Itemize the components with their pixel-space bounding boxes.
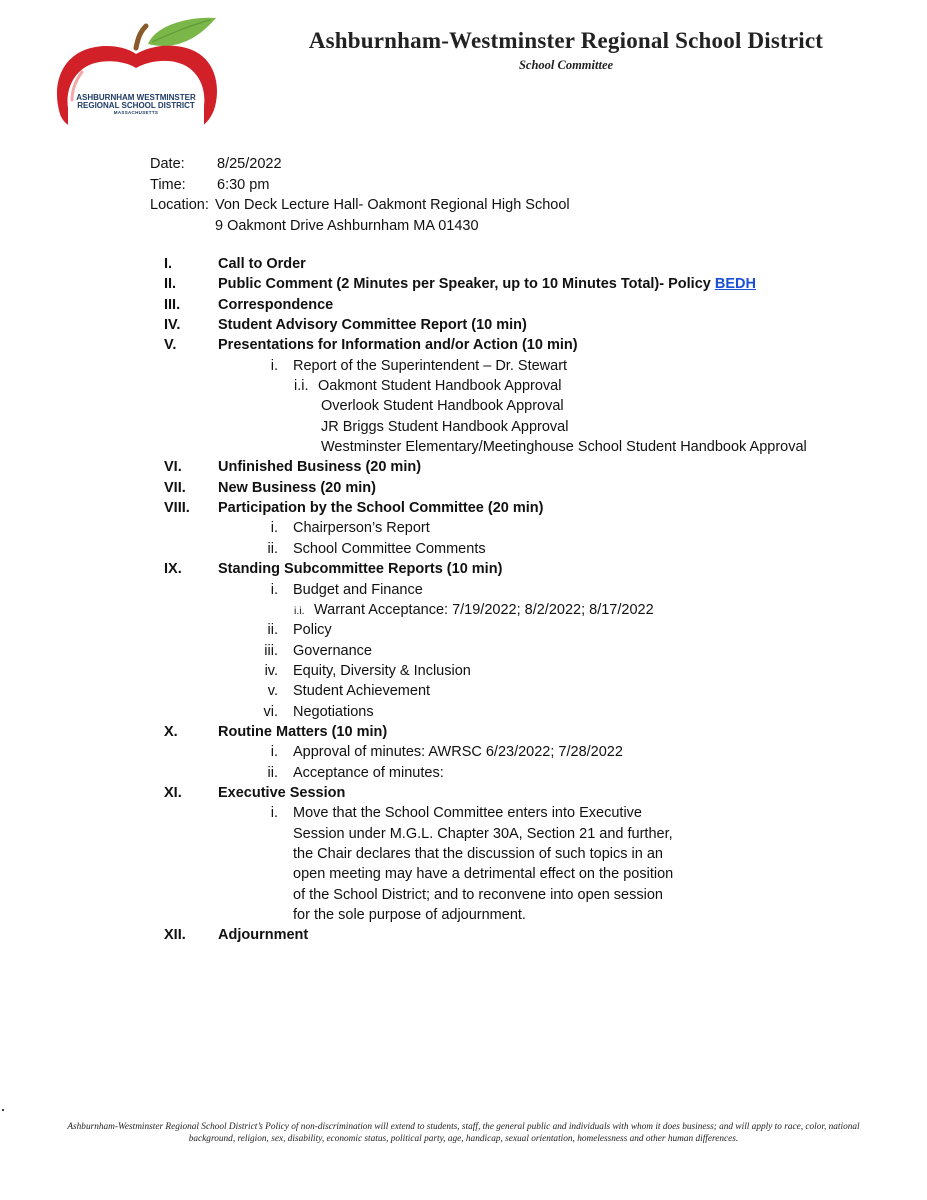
- agenda-subitem: [0, 358, 927, 378]
- agenda-subitem: [0, 541, 927, 561]
- logo-text: [72, 94, 200, 116]
- item-number: I.: [164, 256, 173, 272]
- agenda-subsubitem: [0, 378, 927, 398]
- agenda-item: [0, 276, 927, 296]
- item-number: VIII.: [164, 500, 190, 517]
- agenda-item: [0, 927, 927, 947]
- subitem-text: Negotiations: [293, 703, 374, 720]
- agenda-subitem: [0, 704, 927, 724]
- agenda-item: [0, 459, 927, 479]
- subsubitem-text: Oakmont Student Handbook Approval: [318, 378, 562, 395]
- item-number: VII.: [164, 479, 186, 496]
- motion-text-line: for the sole purpose of adjournment.: [293, 907, 526, 923]
- handbook-item: Westminster Elementary/Meetinghouse School Student Handbook Approval: [321, 439, 807, 456]
- agenda-item: [0, 500, 927, 520]
- time-label: Time:: [150, 176, 186, 193]
- item-number: IV.: [164, 317, 181, 334]
- agenda-subitem-continuation: [0, 907, 927, 927]
- location-label: Location:: [150, 197, 209, 213]
- motion-text-line: of the School District; and to reconvene into open session: [293, 886, 663, 903]
- item-title: Correspondence: [218, 296, 334, 313]
- agenda-item: [0, 724, 927, 744]
- subitem-text: Governance: [293, 642, 372, 659]
- subitem-number: ii.: [267, 764, 278, 781]
- subitem-number: i.: [270, 581, 278, 598]
- date-label: Date:: [150, 156, 185, 172]
- motion-text-line: the Chair declares that the discussion of such topics in an: [293, 845, 663, 862]
- subitem-number: i.: [270, 744, 278, 761]
- subitem-text: Approval of minutes: AWRSC 6/23/2022; 7/28/2022: [293, 744, 623, 761]
- nondiscrimination-footer: [0, 1121, 927, 1145]
- agenda-item: [0, 337, 927, 357]
- page-mark: [2, 1109, 4, 1111]
- subitem-number: iii.: [264, 642, 278, 659]
- item-title: Participation by the School Committee (20 min): [218, 500, 544, 517]
- subitem-number: i.: [270, 520, 278, 537]
- subsubitem-number: i.i.: [294, 378, 309, 395]
- agenda-subitem-continuation: [0, 887, 927, 907]
- agenda-list: [0, 256, 927, 948]
- item-number: V.: [164, 337, 177, 354]
- subitem-text: Budget and Finance: [293, 581, 423, 598]
- item-title: Call to Order: [218, 256, 306, 272]
- item-title: Student Advisory Committee Report (10 min): [218, 317, 527, 334]
- subitem-number: ii.: [267, 622, 278, 639]
- location-value-line-2: 9 Oakmont Drive Ashburnham MA 01430: [215, 217, 479, 234]
- district-title: Ashburnham-Westminster Regional School District: [308, 28, 824, 53]
- agenda-item: [0, 785, 927, 805]
- item-number: XI.: [164, 784, 182, 801]
- agenda-item: [0, 561, 927, 581]
- subitem-text: Student Achievement: [293, 683, 431, 700]
- agenda-item: [0, 317, 927, 337]
- logo-line-1: ASHBURNHAM WESTMINSTER: [76, 93, 196, 102]
- agenda-continuation: [0, 439, 927, 459]
- agenda-subitem-continuation: [0, 826, 927, 846]
- handbook-item: Overlook Student Handbook Approval: [321, 398, 564, 415]
- motion-text-line: open meeting may have a detrimental effect on the position: [293, 866, 674, 883]
- date-value: 8/25/2022: [217, 156, 282, 172]
- item-number: X.: [164, 723, 178, 740]
- motion-text-line: Session under M.G.L. Chapter 30A, Section 21 and further,: [293, 825, 673, 842]
- item-title: Standing Subcommittee Reports (10 min): [218, 561, 503, 578]
- item-title: Presentations for Information and/or Action (10 min): [218, 337, 578, 354]
- footer-line-1: Ashburnham-Westminster Regional School District’s Policy of non-discrimination will extend to students, staff, the general public and individuals with whom it does business; and will apply to race, color, national: [67, 1122, 860, 1132]
- item-number: IX.: [164, 561, 182, 578]
- subitem-text: Acceptance of minutes:: [293, 764, 444, 781]
- agenda-subitem: [0, 520, 927, 540]
- agenda-subitem: [0, 765, 927, 785]
- footer-line-2: background, religion, sex, disability, economic status, political party, age, handicap, sexual orientation, homelessness and other human differences.: [188, 1134, 739, 1144]
- item-title: New Business (20 min): [218, 479, 376, 496]
- agenda-continuation: [0, 419, 927, 439]
- subitem-number: i.: [270, 805, 278, 822]
- item-number: VI.: [164, 459, 182, 476]
- item-title: Adjournment: [218, 927, 309, 944]
- subsubitem-text: Warrant Acceptance: 7/19/2022; 8/2/2022; 8/17/2022: [314, 601, 654, 618]
- subitem-number: iv.: [264, 662, 278, 679]
- motion-text-line: Move that the School Committee enters into Executive: [293, 805, 642, 822]
- subitem-number: ii.: [267, 540, 278, 557]
- subitem-text: Chairperson’s Report: [293, 520, 430, 537]
- agenda-subitem: [0, 622, 927, 642]
- time-value: 6:30 pm: [217, 176, 270, 193]
- item-title: Routine Matters (10 min): [218, 723, 388, 740]
- district-subtitle: School Committee: [518, 58, 614, 72]
- agenda-subitem: [0, 683, 927, 703]
- item-number: XII.: [164, 927, 186, 944]
- subsubitem-number: i.i.: [294, 604, 305, 617]
- logo-line-3: MASSACHUSETTS: [113, 109, 159, 115]
- item-title-text: Public Comment (2 Minutes per Speaker, up to 10 Minutes Total)- Policy: [218, 276, 715, 293]
- agenda-subitem-continuation: [0, 866, 927, 886]
- item-number: II.: [164, 276, 177, 293]
- policy-bedh-link[interactable]: BEDH: [714, 276, 756, 293]
- subitem-number: i.: [270, 357, 278, 374]
- agenda-subitem: [0, 582, 927, 602]
- item-title: [218, 276, 756, 292]
- agenda-item: [0, 256, 927, 276]
- subitem-number: vi.: [263, 703, 278, 720]
- item-number: III.: [164, 296, 181, 313]
- agenda-continuation: [0, 398, 927, 418]
- agenda-subitem: [0, 663, 927, 683]
- agenda-item: [0, 480, 927, 500]
- agenda-subitem: [0, 805, 927, 825]
- district-logo: [52, 14, 222, 130]
- agenda-item: [0, 297, 927, 317]
- logo-line-2: REGIONAL SCHOOL DISTRICT: [77, 101, 195, 111]
- agenda-subitem: [0, 744, 927, 764]
- subitem-text: School Committee Comments: [293, 540, 486, 557]
- subitem-text: Report of the Superintendent – Dr. Stewart: [293, 357, 568, 374]
- agenda-subsubitem: [0, 602, 927, 622]
- item-title: Executive Session: [218, 784, 346, 801]
- item-title: Unfinished Business (20 min): [218, 459, 422, 476]
- agenda-subitem-continuation: [0, 846, 927, 866]
- subitem-text: Policy: [293, 622, 332, 639]
- subitem-number: v.: [267, 683, 278, 700]
- subitem-text: Equity, Diversity & Inclusion: [293, 662, 471, 679]
- agenda-subitem: [0, 643, 927, 663]
- location-value-line-1: Von Deck Lecture Hall- Oakmont Regional High School: [215, 197, 570, 213]
- handbook-item: JR Briggs Student Handbook Approval: [321, 418, 569, 435]
